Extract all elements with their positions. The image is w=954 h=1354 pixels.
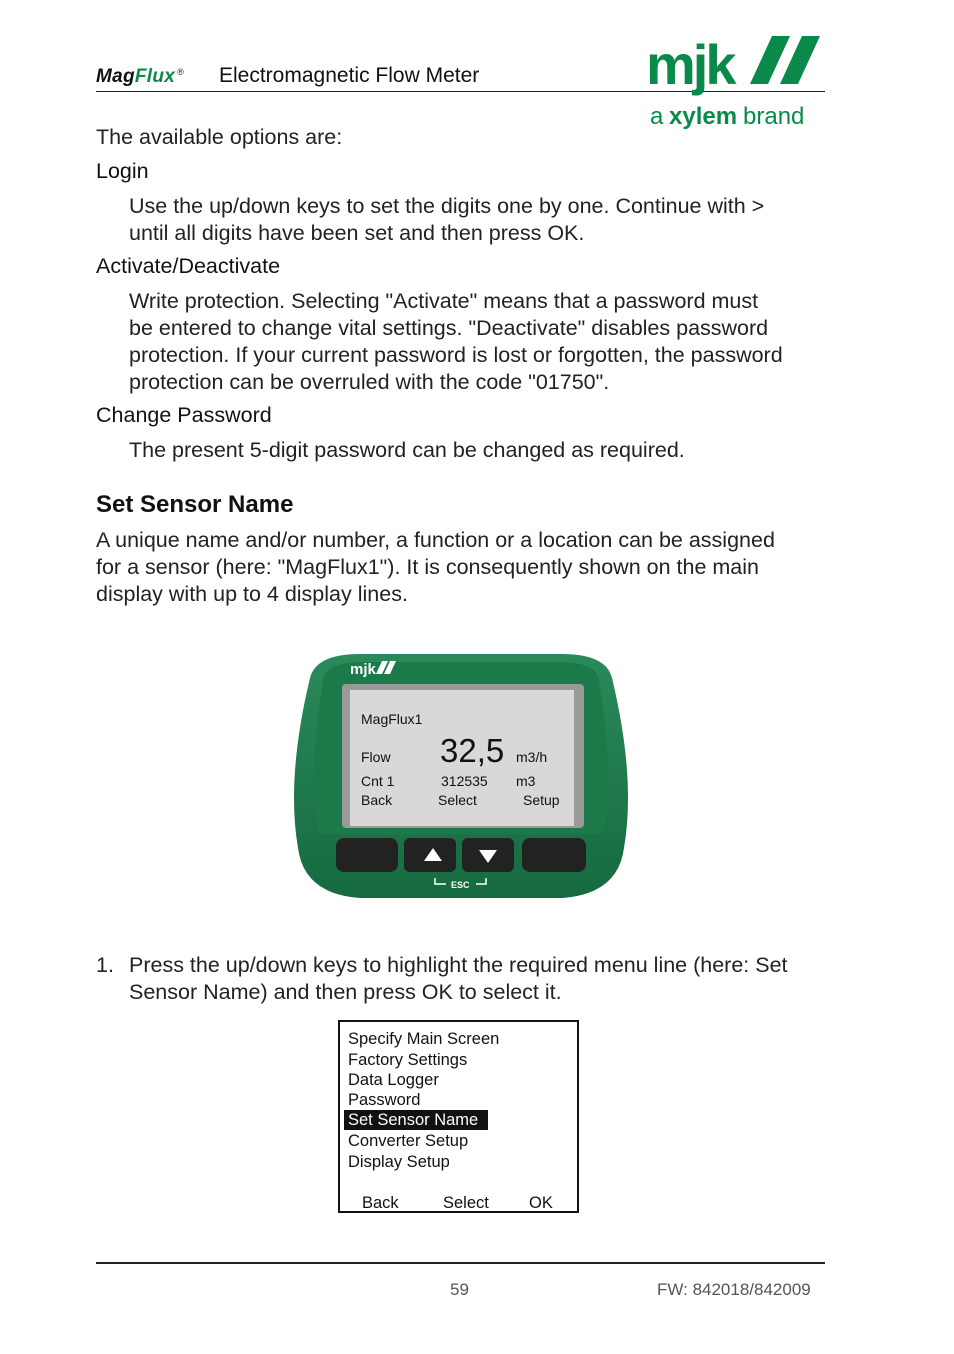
logo-wordmark: mjk bbox=[646, 33, 734, 96]
option-login-line-2: until all digits have been set and then press OK. bbox=[129, 221, 585, 245]
option-title-login: Login bbox=[96, 159, 149, 183]
menu-item-specify-main-screen[interactable]: Specify Main Screen bbox=[348, 1030, 500, 1048]
lcd-softkey-back: Back bbox=[361, 792, 393, 808]
logo-tagline-xylem: xylem bbox=[669, 103, 738, 130]
firmware-version: FW: 842018/842009 bbox=[657, 1280, 811, 1299]
section-line-2: for a sensor (here: "MagFlux1"). It is consequently shown on the main bbox=[96, 555, 759, 579]
lcd-flow-unit: m3/h bbox=[516, 749, 548, 765]
brand-registered: ® bbox=[177, 66, 185, 77]
lcd-softkey-select: Select bbox=[438, 792, 477, 808]
option-activate-line-3: protection. If your current password is lost or forgotten, the password bbox=[129, 343, 783, 367]
lcd-flow-value: 32,5 bbox=[440, 732, 505, 769]
option-activate-line-1: Write protection. Selecting "Activate" means that a password must bbox=[129, 289, 759, 313]
esc-label: ESC bbox=[451, 880, 470, 890]
lcd-sensor-name: MagFlux1 bbox=[361, 711, 423, 727]
menu-item-data-logger[interactable]: Data Logger bbox=[348, 1071, 439, 1089]
option-activate-line-4: protection can be overruled with the code "01750". bbox=[129, 370, 610, 394]
section-line-1: A unique name and/or number, a function or a location can be assigned bbox=[96, 528, 775, 552]
menu-item-set-sensor-name[interactable]: Set Sensor Name bbox=[344, 1110, 488, 1130]
brand-mag: Mag bbox=[96, 66, 135, 87]
step-line-2: Sensor Name) and then press OK to select it. bbox=[129, 980, 562, 1004]
lcd-counter-label: Cnt 1 bbox=[361, 773, 395, 789]
option-login-line-1: Use the up/down keys to set the digits one by one. Continue with > bbox=[129, 194, 765, 218]
logo-tagline-a: a bbox=[650, 103, 664, 130]
setup-menu-screen bbox=[338, 1020, 579, 1213]
lcd-counter-value: 312535 bbox=[441, 773, 488, 789]
lcd-softkey-setup: Setup bbox=[523, 792, 560, 808]
option-activate-line-2: be entered to change vital settings. "Deactivate" disables password bbox=[129, 316, 769, 340]
brand-flux: Flux bbox=[134, 66, 176, 87]
menu-softkey-back[interactable]: Back bbox=[362, 1194, 399, 1212]
option-change-password-line-1: The present 5-digit password can be changed as required. bbox=[129, 438, 685, 462]
page-number: 59 bbox=[450, 1280, 469, 1299]
document-title: Electromagnetic Flow Meter bbox=[219, 64, 480, 87]
section-line-3: display with up to 4 display lines. bbox=[96, 582, 408, 606]
menu-item-display-setup[interactable]: Display Setup bbox=[348, 1153, 450, 1171]
menu-item-converter-setup[interactable]: Converter Setup bbox=[348, 1132, 469, 1150]
device-illustration bbox=[290, 648, 632, 902]
section-title: Set Sensor Name bbox=[96, 491, 294, 518]
device-logo: mjk bbox=[350, 661, 376, 678]
step-number: 1. bbox=[96, 953, 114, 977]
option-title-change-password: Change Password bbox=[96, 403, 272, 427]
menu-softkey-ok[interactable]: OK bbox=[529, 1194, 553, 1212]
logo-tagline-brand: brand bbox=[743, 103, 805, 130]
mjk-xylem-logo bbox=[644, 32, 828, 132]
intro-text: The available options are: bbox=[96, 125, 343, 149]
lcd-flow-label: Flow bbox=[361, 749, 391, 765]
menu-item-password[interactable]: Password bbox=[348, 1091, 421, 1109]
footer-divider bbox=[96, 1262, 825, 1264]
brand-magflux bbox=[96, 66, 184, 88]
menu-item-factory-settings[interactable]: Factory Settings bbox=[348, 1051, 468, 1069]
menu-softkey-select[interactable]: Select bbox=[443, 1194, 489, 1212]
step-line-1: Press the up/down keys to highlight the required menu line (here: Set bbox=[129, 953, 788, 977]
option-title-activate: Activate/Deactivate bbox=[96, 254, 281, 278]
lcd-counter-unit: m3 bbox=[516, 773, 536, 789]
